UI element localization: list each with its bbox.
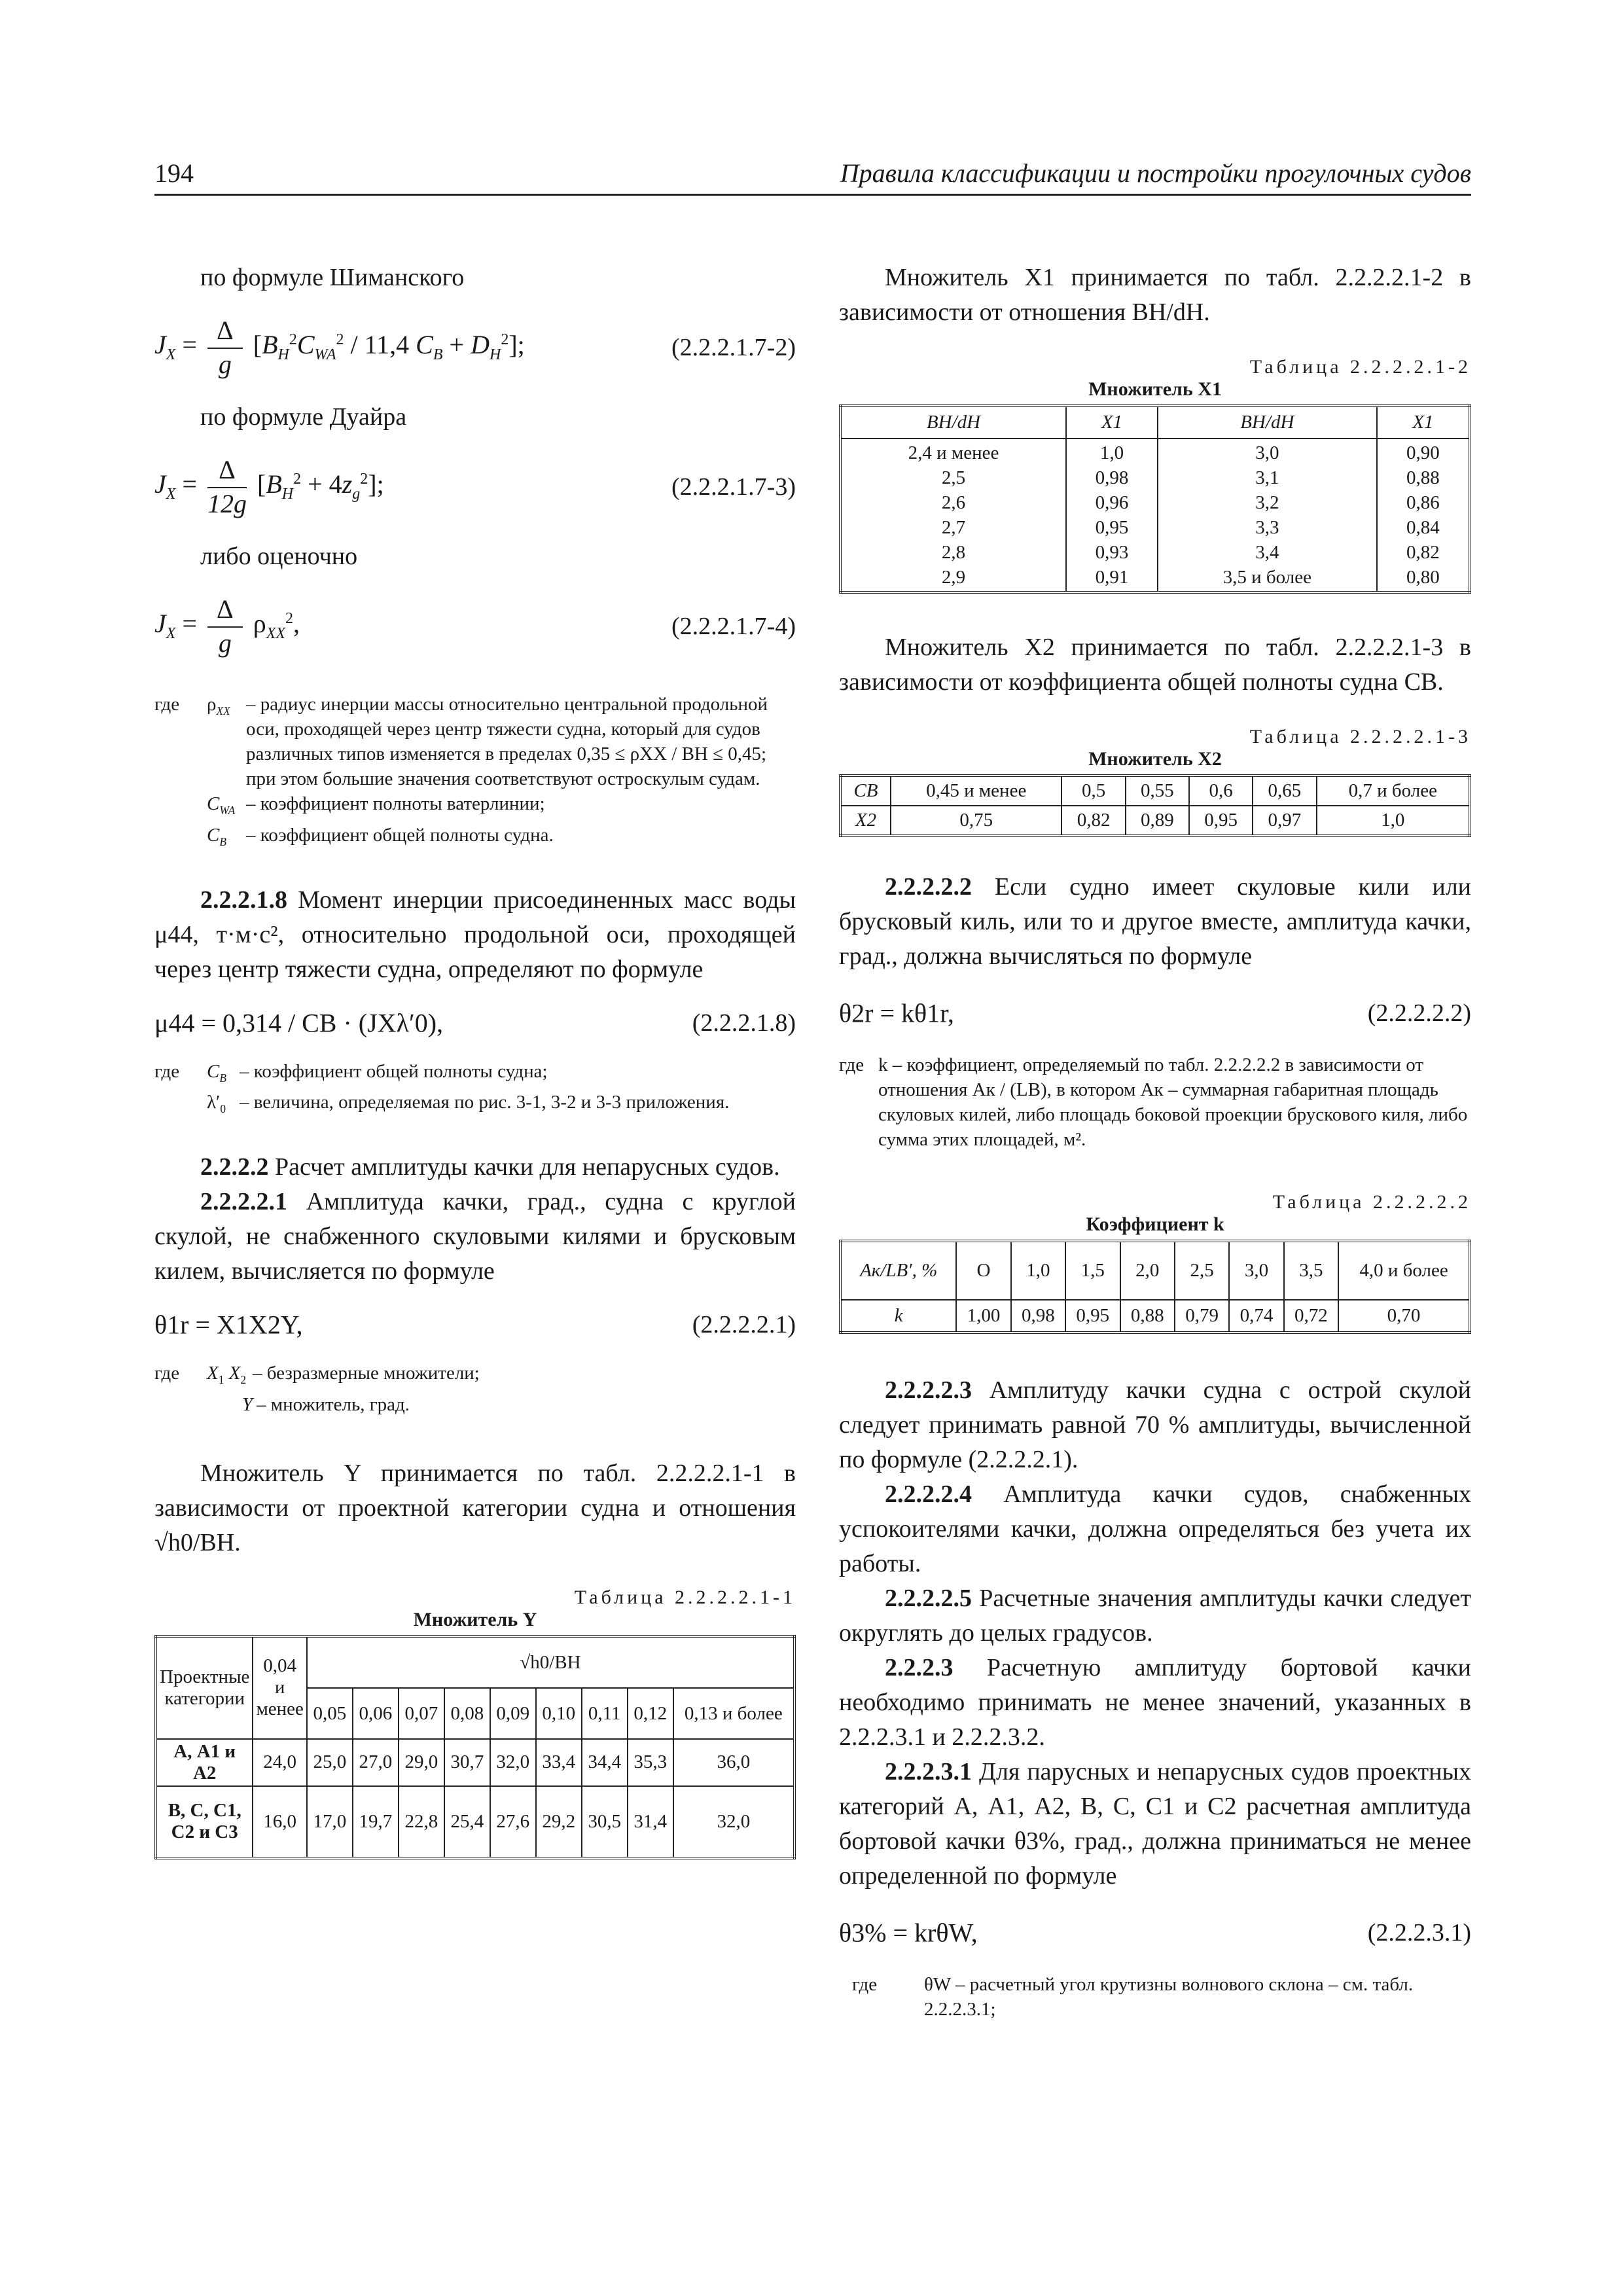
table-cell: 0,98 — [1095, 467, 1129, 488]
table-cell: 3,4 — [1255, 542, 1279, 563]
paragraph: либо оценочно — [200, 543, 358, 570]
table-cell: 0,84 — [1406, 517, 1440, 538]
table-cell: 2,4 и менее — [908, 442, 999, 463]
table-cell: 0,96 — [1095, 492, 1129, 513]
section-2.2.2.2.5: 2.2.2.2.5 Расчетные значения амплитуды качки следует округлять до целых градусов. — [839, 1585, 1471, 1647]
table-cell: 16,0 — [253, 1786, 306, 1858]
table-cell: 33,4 — [536, 1739, 582, 1786]
table-cell: 0,55 — [1126, 776, 1189, 806]
table-coefficient-k — [839, 1240, 1471, 1334]
table-cell: 2,0 — [1120, 1241, 1175, 1300]
table-cell: 32,0 — [673, 1786, 794, 1858]
table-row-header: CB — [840, 776, 891, 806]
formula-2.2.2.1.8: μ44 = 0,314 / CB · (JXλ′0), (2.2.2.1.8) — [154, 1008, 796, 1038]
table-row-header: А, А1 и А2 — [156, 1739, 253, 1786]
equation-number: (2.2.2.1.7-4) — [671, 613, 796, 640]
section-2.2.2.3: 2.2.2.3 Расчетную амплитуду бортовой качки необходимо принимать не менее значений, указанных в 2.2.2.3.1 и 2.2.2.3.2. — [839, 1654, 1472, 1751]
table-cell: 0,89 — [1126, 806, 1189, 836]
table-cell: 2,9 — [941, 567, 966, 588]
where-block: где $X_1$ $X_2$ – безразмерные множители; Y – множитель, град. — [154, 1363, 480, 1415]
where-block: где $C_B$ – коэффициент общей полноты судна; $\lambda'_0$ – величина, определяемая по рис. 3-1, 3-2 и 3-3 приложения. — [154, 1060, 730, 1116]
paragraph: Множитель Y принимается по табл. 2.2.2.2.1-1 в зависимости от проектной категории судна и отношения √h0/BH. — [154, 1459, 796, 1556]
table-column-cell — [1158, 439, 1377, 592]
table-row-header: Aк/LB′, % — [840, 1241, 956, 1300]
table-cell: 0,75 — [891, 806, 1061, 836]
table-cell: 0,79 — [1175, 1300, 1229, 1333]
table-cell: 0,70 — [1338, 1300, 1470, 1333]
formula-2.2.2.1.7-3: $J_X$ = $\frac{\Delta}{12g}$ $[B_H^2 + 4z_g^2]$; (2.2.2.1.7-3) — [154, 455, 796, 518]
where-block: где k – коэффициент, определяемый по табл. 2.2.2.2.2 в зависимости от отношения Aк / (LB), в котором Aк – суммарная габаритная площадь скуловых килей, либо площадь боковой проекции брускового киля, либо сумма этих площадей, м². — [839, 1054, 1468, 1150]
table-cell: 3,0 — [1255, 442, 1279, 463]
table-cell: 3,1 — [1255, 467, 1279, 488]
table-multiplier-x1 — [839, 404, 1471, 594]
table-cell: 34,4 — [582, 1739, 628, 1786]
table-cell: 0,80 — [1406, 567, 1440, 588]
table-cell: 0,72 — [1284, 1300, 1338, 1333]
table-cell: 0,6 — [1189, 776, 1253, 806]
table-cell: 17,0 — [307, 1786, 353, 1858]
table-header-cell: 0,08 — [444, 1688, 490, 1739]
table-cell: 3,0 — [1229, 1241, 1283, 1300]
table-cell: 2,5 — [1175, 1241, 1229, 1300]
table-header-cell: 0,07 — [399, 1688, 444, 1739]
table-caption: Таблица 2.2.2.2.2 — [1272, 1191, 1471, 1213]
table-cell: О — [956, 1241, 1010, 1300]
table-header-cell: BH/dH — [1158, 406, 1377, 439]
table-cell: 31,4 — [628, 1786, 673, 1858]
table-header-cell: 0,06 — [353, 1688, 399, 1739]
equation-number: (2.2.2.2.1) — [692, 1311, 796, 1339]
table-cell: 3,2 — [1255, 492, 1279, 513]
section-2.2.2.2.2: 2.2.2.2.2 Если судно имеет скуловые кили или брусковый киль, или то и другое вместе, амплитуда качки, град., должна вычисляться по формуле — [839, 873, 1471, 970]
table-title: Множитель Y — [413, 1608, 537, 1630]
table-cell: 3,5 — [1284, 1241, 1338, 1300]
table-cell: 3,5 и более — [1222, 567, 1312, 588]
table-cell: 36,0 — [673, 1739, 794, 1786]
table-cell: 0,65 — [1253, 776, 1316, 806]
formula-2.2.2.1.7-2: $J_X$ = $\frac{\Delta}{g}$ [$B_H^2C_{WA}^2 / 11,4$ $C_B + D_H^2$]; (2.2.2.1.7-2) — [154, 315, 796, 379]
table-cell: 2,7 — [941, 517, 966, 538]
table-cell: 29,2 — [536, 1786, 582, 1858]
table-cell: 0,45 и менее — [891, 776, 1061, 806]
table-cell: 30,5 — [582, 1786, 628, 1858]
table-cell: 1,00 — [956, 1300, 1010, 1333]
table-cell: 29,0 — [399, 1739, 444, 1786]
table-header-cell: 0,09 — [490, 1688, 536, 1739]
table-header-cell: 0,12 — [628, 1688, 673, 1739]
section-2.2.2.2.1: 2.2.2.2.1 Амплитуда качки, град., судна с круглой скулой, не снабженного скуловыми килями и брусковым килем, вычисляется по формуле — [154, 1188, 796, 1285]
table-cell: 3,3 — [1255, 517, 1279, 538]
table-cell: 2,8 — [941, 542, 966, 563]
left-column — [154, 249, 796, 1859]
equation-number: (2.2.2.1.8) — [692, 1009, 796, 1037]
formula-2.2.2.2.2: θ2r = kθ1r, (2.2.2.2.2) — [839, 998, 1471, 1028]
table-cell: 0,95 — [1065, 1300, 1120, 1333]
table-cell: 1,0 — [1317, 806, 1470, 836]
where-block: где θW – расчетный угол крутизны волнового склона – см. табл. 2.2.2.3.1; — [852, 1974, 1414, 2020]
right-column — [839, 249, 1471, 2022]
table-cell: 0,91 — [1095, 567, 1129, 588]
section-2.2.2.2: 2.2.2.2 Расчет амплитуды качки для непарусных судов. — [200, 1153, 780, 1181]
formula-2.2.2.2.1: θ1r = X1X2Y, (2.2.2.2.1) — [154, 1310, 796, 1340]
table-cell: 27,6 — [490, 1786, 536, 1858]
table-cell: 0,98 — [1011, 1300, 1065, 1333]
paragraph: по формуле Дуайра — [200, 403, 407, 431]
table-cell: 0,88 — [1406, 467, 1440, 488]
table-row-header: В, С, С1, С2 и С3 — [156, 1786, 253, 1858]
table-cell: 0,93 — [1095, 542, 1129, 563]
section-2.2.2.2.3: 2.2.2.2.3 Амплитуду качки судна с острой скулой следует принимать равной 70 % амплитуды, вычисленной по формуле (2.2.2.2.1). — [839, 1376, 1471, 1473]
table-cell: 27,0 — [353, 1739, 399, 1786]
table-cell: 2,5 — [941, 467, 966, 488]
table-title: Коэффициент k — [1086, 1213, 1224, 1235]
table-title: Множитель X1 — [1088, 378, 1222, 400]
where-block: где $\rho_{XX}$ – радиус инерции массы относительно центральной продольной оси, проходящей через центр тяжести судна, который для судов различных типов изменяется в пределах 0,35 ≤ ρXX / BH ≤ 0,45; при этом большие значения соответствуют остроскулым судам. $C_{WA}$ – коэффициент полноты ватерлинии; $C_B$ – коэффициент общей полноты судна. — [154, 694, 768, 848]
table-row-header: k — [840, 1300, 956, 1333]
table-cell: 0,90 — [1406, 442, 1440, 463]
table-cell: 0,95 — [1189, 806, 1253, 836]
table-cell: 1,5 — [1065, 1241, 1120, 1300]
table-cell: 1,0 — [1099, 442, 1124, 463]
table-header-cell: X1 — [1066, 406, 1158, 439]
formula-2.2.2.3.1: θ3% = krθW, (2.2.2.3.1) — [839, 1918, 1471, 1948]
table-caption: Таблица 2.2.2.2.1-1 — [574, 1586, 796, 1608]
table-cell: 0,86 — [1406, 492, 1440, 513]
equation-number: (2.2.2.3.1) — [1367, 1919, 1471, 1946]
paragraph: Множитель X2 принимается по табл. 2.2.2.2.1-3 в зависимости от коэффициента общей полноты судна CB. — [839, 634, 1471, 696]
table-header-cell: BH/dH — [840, 406, 1066, 439]
table-caption: Таблица 2.2.2.2.1-3 — [1249, 726, 1471, 747]
table-cell: 0,7 и более — [1317, 776, 1470, 806]
table-column-cell — [1377, 439, 1470, 592]
formula-2.2.2.1.7-4: $J_X$ = $\frac{\Delta}{g}$ $\rho_{XX}^2$, (2.2.2.1.7-4) — [154, 594, 796, 658]
paragraph: Множитель X1 принимается по табл. 2.2.2.2.1-2 в зависимости от отношения BH/dH. — [839, 264, 1471, 326]
equation-number: (2.2.2.1.7-2) — [671, 334, 796, 361]
table-cell: 0,74 — [1229, 1300, 1283, 1333]
table-header-cell: 0,11 — [582, 1688, 628, 1739]
table-cell: 1,0 — [1011, 1241, 1065, 1300]
table-column-cell — [1066, 439, 1158, 592]
equation-number: (2.2.2.2.2) — [1367, 999, 1471, 1027]
table-cell: 24,0 — [253, 1739, 306, 1786]
section-2.2.2.1.8: 2.2.2.1.8 Момент инерции присоединенных масс воды μ44, т·м·с², относительно продольной оси, проходящей через центр тяжести судна, определяют по формуле — [154, 886, 796, 983]
table-column-cell — [840, 439, 1066, 592]
paragraph: по формуле Шиманского — [200, 264, 465, 291]
table-header-cell: X1 — [1377, 406, 1470, 439]
table-cell: 0,5 — [1061, 776, 1125, 806]
table-cell: 0,88 — [1120, 1300, 1175, 1333]
table-caption: Таблица 2.2.2.2.1-2 — [1249, 356, 1471, 378]
equation-number: (2.2.2.1.7-3) — [671, 473, 796, 501]
table-cell: 35,3 — [628, 1739, 673, 1786]
table-cell: 25,0 — [307, 1739, 353, 1786]
running-title: Правила классификации и постройки прогулочных судов — [840, 158, 1471, 188]
table-cell: 30,7 — [444, 1739, 490, 1786]
section-2.2.2.2.4: 2.2.2.2.4 Амплитуда качки судов, снабженных успокоителями качки, должна определяться без учета их работы. — [839, 1480, 1471, 1577]
table-cell: 0,82 — [1406, 542, 1440, 563]
table-cell: 25,4 — [444, 1786, 490, 1858]
section-2.2.2.3.1: 2.2.2.3.1 Для парусных и непарусных судов проектных категорий А, А1, А2, В, С, С1 и С2 расчетная амплитуда бортовой качки θ3%, град., должна приниматься не менее определенной по формуле — [839, 1758, 1471, 1890]
table-cell: 0,82 — [1061, 806, 1125, 836]
table-cell: 19,7 — [353, 1786, 399, 1858]
table-title: Множитель X2 — [1088, 748, 1222, 770]
table-row-header: X2 — [840, 806, 891, 836]
page-number: 194 — [154, 158, 194, 188]
table-cell: 4,0 и более — [1338, 1241, 1470, 1300]
table-multiplier-y: Проектные категории 0,04 и менее √h0/BH 0,05 0,06 0,07 0,08 0,09 0,10 0,11 0,12 0,13 и более А, А1 и А2 24,0 25,0 27,0 29,0 30,7 32,0 33,4 34,4 35,3 36,0 В, С, С1, С2 и С3 16,0 17,0 19,7 22,8 25,4 27,6 29,2 30,5 31,4 32,0 — [154, 1635, 796, 1859]
table-cell: 0,95 — [1095, 517, 1129, 538]
table-cell: 22,8 — [399, 1786, 444, 1858]
table-header-cell: 0,10 — [536, 1688, 582, 1739]
table-header-cell: 0,05 — [307, 1688, 353, 1739]
table-cell: 32,0 — [490, 1739, 536, 1786]
table-cell: 2,6 — [941, 492, 966, 513]
running-head — [154, 154, 1471, 196]
table-header-cell: 0,13 и более — [673, 1688, 794, 1739]
table-cell: 0,97 — [1253, 806, 1316, 836]
table-multiplier-x2 — [839, 774, 1471, 837]
